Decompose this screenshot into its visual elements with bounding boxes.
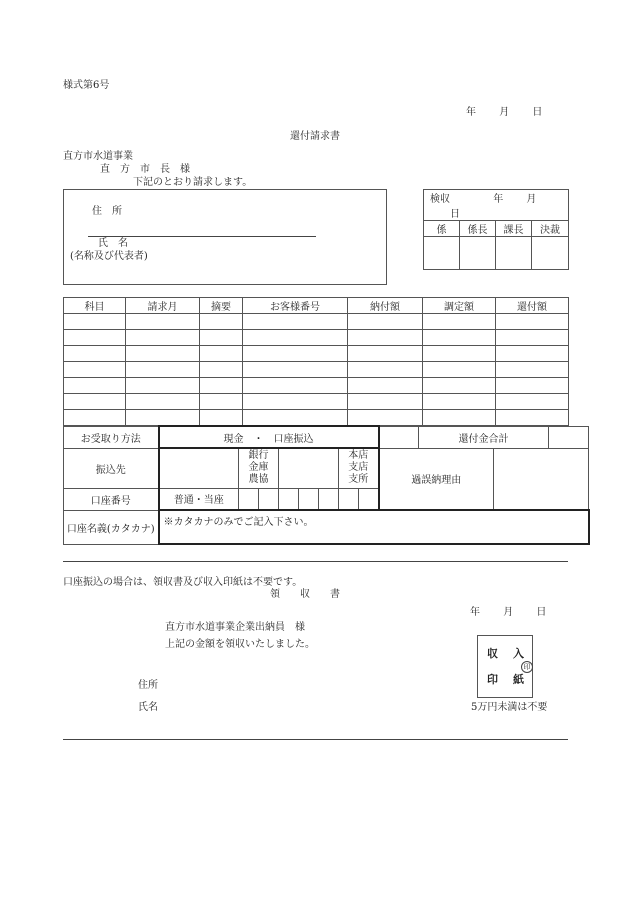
receipt-date-year: 年 [470, 607, 480, 618]
stamp-note: 5万円未満は不要 [471, 702, 548, 713]
branch-type-branch: 支店 [348, 462, 369, 474]
receipt-date-day: 日 [536, 607, 547, 618]
inspection-day: 日 [450, 209, 460, 220]
role-manager: 課長 [496, 221, 532, 237]
account-holder-note: ※カタカナのみでご記入下さい。 [163, 517, 314, 528]
stamp-char-3: 印 [487, 673, 498, 686]
header-date [466, 107, 542, 119]
date-year: 年 [466, 107, 476, 118]
header-subject: 科目 [64, 298, 126, 314]
receipt-note: 口座振込の場合は、領収書及び収入印紙は不要です。 [63, 577, 303, 588]
role-approval: 決裁 [532, 221, 569, 237]
table-row [64, 378, 569, 394]
account-digit-3[interactable] [279, 488, 299, 510]
inspection-header [424, 190, 569, 221]
account-digit-6[interactable] [339, 488, 359, 510]
receipt-date [470, 607, 546, 619]
date-day: 日 [532, 107, 543, 118]
bank-type[interactable] [239, 448, 279, 488]
receipt-address-label: 住所 [138, 680, 158, 691]
stamp-cell-chief[interactable] [460, 237, 496, 270]
receipt-date-month: 月 [503, 607, 514, 618]
branch-name-input[interactable] [279, 448, 339, 488]
header-refund-amount: 還付額 [496, 298, 569, 314]
account-digit-2[interactable] [259, 488, 279, 510]
header-summary: 摘要 [200, 298, 243, 314]
table-row [64, 314, 569, 330]
refund-total-label: 還付金合計 [419, 426, 549, 448]
stamp-cell-staff[interactable] [424, 237, 460, 270]
table-row [64, 410, 569, 426]
overpayment-reason-label: 過誤納理由 [379, 448, 494, 510]
request-text: 下記のとおり請求します。 [133, 177, 253, 188]
inspection-year: 年 [493, 194, 504, 205]
table-row [64, 346, 569, 362]
account-digit-5[interactable] [319, 488, 339, 510]
bank-type-bank: 銀行 [248, 450, 269, 462]
receive-method-value[interactable]: 現金 ・ 口座振込 [159, 426, 379, 448]
table-row [64, 394, 569, 410]
address-label: 住 所 [92, 206, 122, 217]
header-billing-month: 請求月 [126, 298, 200, 314]
receipt-name-label: 氏名 [138, 702, 158, 713]
role-chief: 係長 [460, 221, 496, 237]
stamp-cell-approval[interactable] [532, 237, 569, 270]
receipt-title: 領 収 書 [270, 589, 340, 600]
account-holder-input[interactable] [159, 510, 589, 544]
name-note: (名称及び代表者) [70, 251, 148, 262]
header-assessed-amount: 調定額 [423, 298, 496, 314]
stamp-char-2: 入 [513, 647, 524, 660]
account-holder-label: 口座名義(カタカナ) [64, 510, 159, 544]
addressee-mayor: 直 方 市 長 様 [100, 164, 190, 175]
address-underline [88, 236, 316, 237]
branch-type-office: 支所 [348, 474, 369, 486]
overpayment-reason-value[interactable] [494, 448, 589, 510]
date-month: 月 [499, 107, 510, 118]
document-title: 還付請求書 [290, 131, 340, 142]
inspection-month: 月 [526, 194, 537, 205]
account-type[interactable]: 普通・当座 [159, 488, 239, 510]
account-digit-7[interactable] [359, 488, 379, 510]
stamp-char-1: 収 [487, 647, 498, 660]
bank-type-shinkin: 金庫 [248, 462, 269, 474]
applicant-box [63, 189, 387, 285]
account-digit-4[interactable] [299, 488, 319, 510]
refund-total-value[interactable] [549, 426, 589, 448]
name-label: 氏 名 [98, 238, 128, 249]
account-digit-1[interactable] [239, 488, 259, 510]
bank-name-input[interactable] [159, 448, 239, 488]
transfer-label: 振込先 [64, 448, 159, 488]
branch-type-head: 本店 [348, 450, 369, 462]
account-number-label: 口座番号 [64, 488, 159, 510]
header-paid-amount: 納付額 [348, 298, 423, 314]
stamp-cell-manager[interactable] [496, 237, 532, 270]
bottom-divider [63, 739, 568, 740]
seal-icon [521, 661, 533, 673]
bank-type-ja: 農協 [248, 474, 269, 486]
stamp-char-4: 紙 [513, 673, 524, 686]
seal-char: 印 [523, 663, 531, 671]
refund-table [63, 297, 569, 426]
receipt-to: 直方市水道事業企業出納員 様 [165, 622, 305, 633]
inspection-table [423, 189, 569, 270]
receive-method-label: お受取り方法 [64, 426, 159, 448]
addressee-org: 直方市水道事業 [63, 151, 133, 162]
section-divider [63, 561, 568, 562]
header-customer-number: お客様番号 [243, 298, 348, 314]
payment-table [63, 425, 590, 545]
inspection-label: 検収 [430, 194, 450, 205]
branch-type[interactable] [339, 448, 379, 488]
table-row [64, 362, 569, 378]
form-number: 様式第6号 [63, 80, 110, 91]
revenue-stamp-box[interactable] [477, 635, 533, 698]
role-staff: 係 [424, 221, 460, 237]
table-row [64, 330, 569, 346]
receipt-received: 上記の金額を領収いたしました。 [165, 639, 315, 650]
